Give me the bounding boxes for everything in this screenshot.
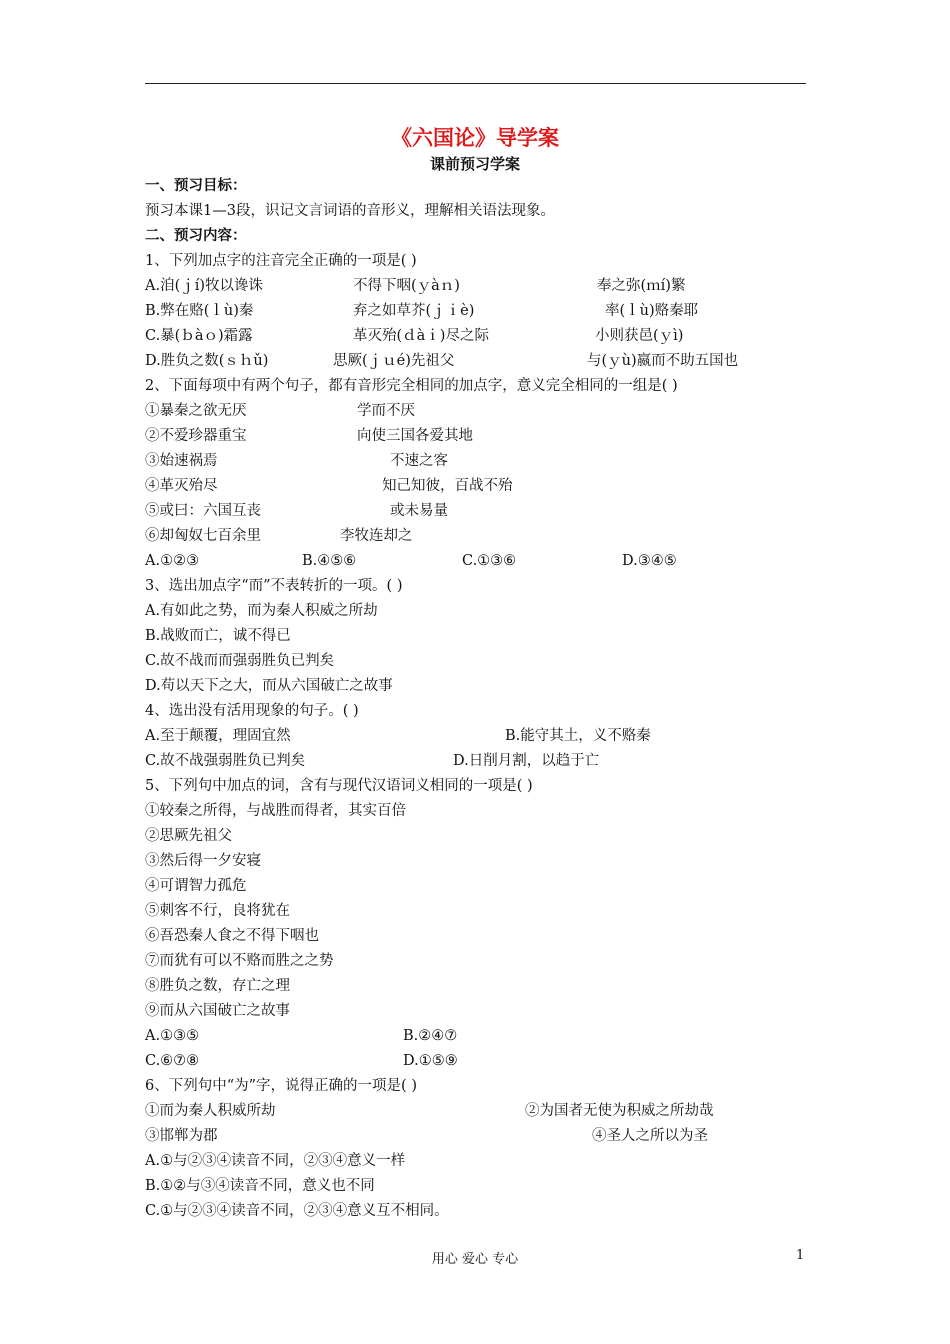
line-segment: 二、预习内容： (145, 228, 247, 244)
line-segment: ⑦而犹有可以不赂而胜之之势 (145, 953, 334, 969)
section-heading (145, 174, 835, 198)
line-segment: ④可谓智力孤危 (145, 878, 247, 894)
line-segment: B.④⑤⑥ (302, 553, 357, 569)
line-segment: 李牧连却之 (340, 528, 413, 544)
line-segment: 1、下列加点字的注音完全正确的一项是( ) (145, 253, 417, 269)
text-line (145, 1099, 835, 1123)
text-line (145, 599, 835, 623)
text-line (145, 899, 835, 923)
text-line (145, 449, 835, 473)
line-segment: ③然后得一夕安寝 (145, 853, 261, 869)
line-segment: D.日削月割，以趋于亡 (453, 753, 600, 769)
line-segment: ④圣人之所以为圣 (592, 1128, 708, 1144)
line-segment: 不得下咽(ｙàｎ) (353, 278, 460, 294)
text-line (145, 549, 835, 573)
text-line (145, 924, 835, 948)
line-segment: ①而为秦人积威所劫 (145, 1103, 276, 1119)
line-segment: B.战败而亡，诚不得已 (145, 628, 291, 644)
line-segment: 革灭殆(ｄàｉ)尽之际 (353, 328, 489, 344)
line-segment: 4、选出没有活用现象的句子。( ) (145, 703, 359, 719)
text-line (145, 1149, 835, 1173)
line-segment: A.洎(ｊí)牧以谗诛 (145, 278, 264, 294)
text-line (145, 1049, 835, 1073)
line-segment: A.有如此之势，而为秦人积威之所劫 (145, 603, 378, 619)
text-line (145, 674, 835, 698)
line-segment: B.能守其土，义不赂秦 (505, 728, 651, 744)
text-line (145, 574, 835, 598)
line-segment: 知己知彼，百战不殆 (382, 478, 513, 494)
text-line (145, 774, 835, 798)
text-line (145, 524, 835, 548)
line-segment: ②不爱珍器重宝 (145, 428, 247, 444)
page-footer: 用心 爱心 专心 (431, 1252, 519, 1267)
line-segment: 率(ｌù)赂秦耶 (605, 303, 699, 319)
line-segment: 小则获邑(ｙì) (595, 328, 684, 344)
line-segment: C.⑥⑦⑧ (145, 1053, 200, 1069)
text-line (145, 749, 835, 773)
text-line (145, 249, 835, 273)
line-segment: 与(ｙù)嬴而不助五国也 (587, 353, 739, 369)
text-line (145, 1199, 835, 1223)
text-line (145, 874, 835, 898)
text-line (145, 349, 835, 373)
line-segment: 弃之如草芥(ｊｉè) (353, 303, 475, 319)
line-segment: C.故不战强弱胜负已判矣 (145, 753, 306, 769)
text-line (145, 1074, 835, 1098)
text-line (145, 474, 835, 498)
line-segment: ⑨而从六国破亡之故事 (145, 1003, 290, 1019)
line-segment: ⑤刺客不行，良将犹在 (145, 903, 290, 919)
line-segment: D.苟以天下之大，而从六国破亡之故事 (145, 678, 393, 694)
line-segment: ④革灭殆尽 (145, 478, 218, 494)
line-segment: 6、下列句中“为”字，说得正确的一项是( ) (145, 1078, 417, 1094)
text-line (145, 824, 835, 848)
line-segment: ①较秦之所得，与战胜而得者，其实百倍 (145, 803, 406, 819)
line-segment: 3、选出加点字“而”不表转折的一项。( ) (145, 578, 403, 594)
text-line (145, 299, 835, 323)
line-segment: ③邯郸为郡 (145, 1128, 218, 1144)
text-line (145, 424, 835, 448)
line-segment: ⑧胜负之数，存亡之理 (145, 978, 290, 994)
page-number: 1 (796, 1248, 805, 1263)
line-segment: 5、下列句中加点的词，含有与现代汉语词义相同的一项是( ) (145, 778, 533, 794)
line-segment: 向使三国各爱其地 (357, 428, 473, 444)
line-segment: D.③④⑤ (622, 553, 677, 569)
text-line (145, 499, 835, 523)
line-segment: 学而不厌 (357, 403, 415, 419)
document-title: 《六国论》导学案 (391, 126, 559, 150)
line-segment: 2、下面每项中有两个句子，都有音形完全相同的加点字，意义完全相同的一组是( ) (145, 378, 678, 394)
line-segment: A.①与②③④读音不同，②③④意义一样 (145, 1153, 406, 1169)
text-line (145, 724, 835, 748)
line-segment: D.①⑤⑨ (403, 1053, 458, 1069)
text-line (145, 399, 835, 423)
line-segment: ③始速祸焉 (145, 453, 218, 469)
line-segment: C.①与②③④读音不同，②③④意义互不相同。 (145, 1203, 449, 1219)
line-segment: C.故不战而而强弱胜负已判矣 (145, 653, 335, 669)
text-line (145, 699, 835, 723)
document-subtitle: 课前预习学案 (429, 155, 520, 173)
line-segment: B.②④⑦ (403, 1028, 458, 1044)
text-line (145, 974, 835, 998)
line-segment: 预习本课1—3段，识记文言词语的音形义，理解相关语法现象。 (145, 203, 555, 219)
line-segment: ⑥吾恐秦人食之不得下咽也 (145, 928, 319, 944)
text-line (145, 324, 835, 348)
line-segment: 思厥(ｊｕé)先祖父 (333, 353, 455, 369)
line-segment: ⑤或曰：六国互丧 (145, 503, 261, 519)
text-line (145, 374, 835, 398)
line-segment: 一、预习目标： (145, 178, 247, 194)
text-line (145, 649, 835, 673)
line-segment: 奉之弥(ｍí)繁 (597, 278, 686, 294)
text-line (145, 949, 835, 973)
line-segment: 或未易量 (390, 503, 448, 519)
line-segment: ②思厥先祖父 (145, 828, 232, 844)
line-segment: A.①③⑤ (145, 1028, 200, 1044)
line-segment: D.胜负之数(ｓｈǔ) (145, 353, 269, 369)
line-segment: ①暴秦之欲无厌 (145, 403, 247, 419)
text-line (145, 1174, 835, 1198)
section-heading (145, 224, 835, 248)
line-segment: ⑥却匈奴七百余里 (145, 528, 261, 544)
line-segment: C.①③⑥ (462, 553, 517, 569)
line-segment: A.至于颠覆，理固宜然 (145, 728, 291, 744)
line-segment: C.暴(ｂàｏ)霜露 (145, 328, 253, 344)
line-segment: 不速之客 (390, 453, 448, 469)
line-segment: B.①②与③④读音不同，意义也不同 (145, 1178, 375, 1194)
text-line (145, 274, 835, 298)
text-line (145, 999, 835, 1023)
line-segment: B.弊在赂(ｌù)秦 (145, 303, 254, 319)
line-segment: A.①②③ (145, 553, 200, 569)
text-line (145, 849, 835, 873)
text-line (145, 1124, 835, 1148)
text-line (145, 624, 835, 648)
text-line (145, 1024, 835, 1048)
text-line (145, 799, 835, 823)
text-line (145, 199, 835, 223)
line-segment: ②为国者无使为积威之所劫哉 (525, 1103, 714, 1119)
header-rule (145, 83, 806, 84)
